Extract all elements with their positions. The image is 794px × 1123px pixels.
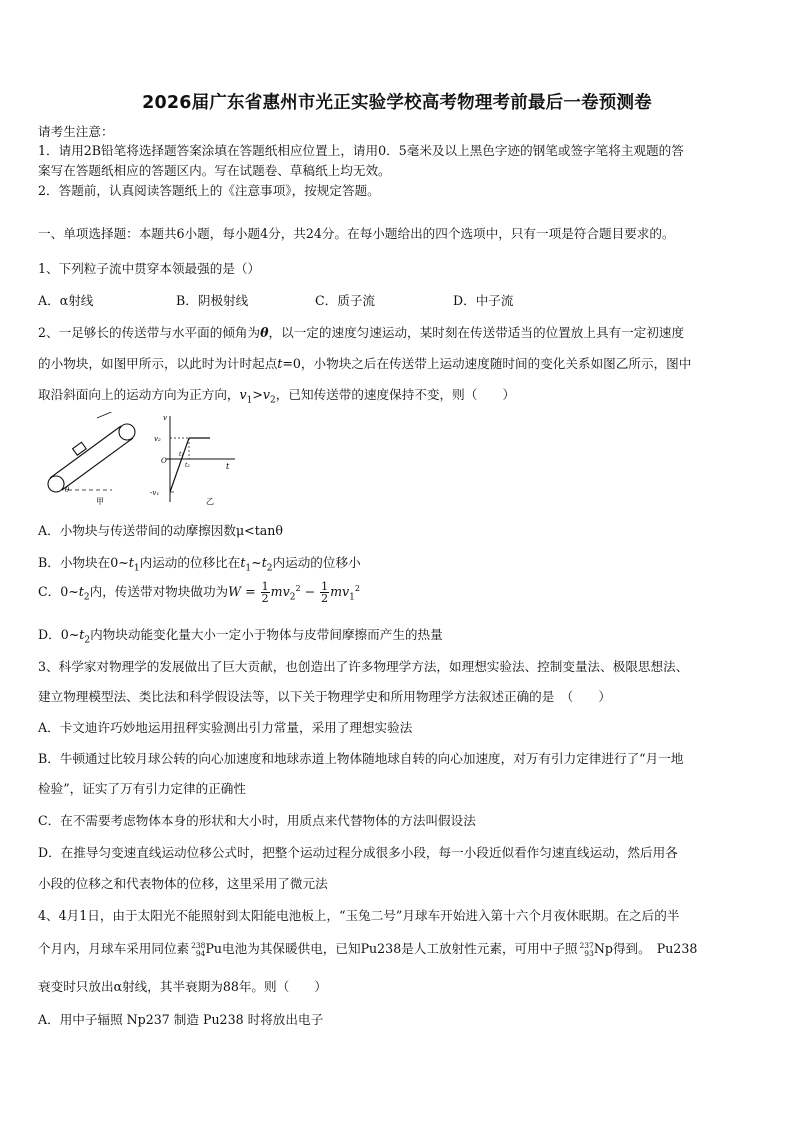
t-symbol: t: [78, 584, 84, 599]
section-heading: 一、单项选择题：本题共6小题，每小题4分，共24分。在每小题给出的四个选项中，只有一项是符合题目要求的。: [38, 226, 675, 241]
q2-text: 内，传送带对物块做功为: [89, 584, 229, 599]
q1-option-d: D．中子流: [453, 293, 514, 308]
figure-theta: θ: [65, 486, 70, 494]
belt-bottom: [62, 438, 133, 490]
t1-subscript: 1: [133, 563, 140, 574]
q2-text: 内运动的位移小: [272, 555, 361, 570]
numerator: 1: [321, 580, 329, 593]
q1-stem: 1、下列粒子流中贯穿本领最强的是（）: [38, 261, 261, 276]
pu-nuclide: [191, 942, 205, 957]
q3-option-a: A．卡文迪许巧妙地运用扭秤实验测出引力常量，采用了理想实验法: [38, 720, 413, 735]
pu238-label: Pu238: [656, 941, 698, 956]
t-symbol: t: [128, 555, 134, 570]
q3-option-d-line-2: 小段的位移之和代表物体的位移，这里采用了微元法: [38, 876, 328, 891]
mv-symbol: mv: [330, 584, 350, 599]
mass-number: 238: [191, 941, 206, 950]
q4-stem-line-1: 4、4月1日，由于太阳光不能照射到太阳能电池板上，“玉兔二号”月球车开始进入第十六个月夜休眠期。在之后的半: [38, 908, 680, 923]
q1-option-a: A．α射线: [38, 293, 94, 308]
numerator: 1: [261, 580, 269, 593]
q2-figure: [40, 412, 240, 508]
atomic-number: 94: [195, 948, 206, 958]
np-nuclide: [580, 942, 594, 957]
mv-symbol: mv: [270, 584, 290, 599]
t2-subscript: 2: [266, 563, 273, 574]
t-symbol: t: [240, 555, 246, 570]
pu238-label: Pu238: [360, 941, 402, 956]
label-jia: 甲: [96, 497, 104, 506]
denominator: 2: [261, 592, 269, 605]
t2-label: t₂: [185, 462, 190, 469]
q2-text: 取沿斜面向上的运动方向为正方向，: [38, 387, 240, 402]
minus: −: [300, 584, 320, 599]
atomic-number: 93: [584, 948, 594, 958]
notice-item-1-cont: 案写在答题纸相应的答题区内。写在试题卷、草稿纸上均无效。: [38, 163, 391, 178]
q2-option-b: [38, 552, 361, 574]
q2-text: =0，小物块之后在传送带上运动速度随时间的变化关系如图乙所示，图中: [282, 356, 692, 371]
origin-label: O: [161, 457, 167, 465]
notice-item-2: 2．答题前，认真阅读答题纸上的《注意事项》，按规定答题。: [38, 183, 380, 198]
q4-text: 是人工放射性元素，可用中子照: [401, 941, 578, 956]
q2-text: D．0~: [38, 627, 80, 642]
q2-text: 内物块动能变化量大小一定小于物体与皮带间摩擦而产生的热量: [90, 627, 443, 642]
q1-option-b: B．阴极射线: [176, 293, 249, 308]
q2-text: C．0~: [38, 584, 79, 599]
axis-t-label: t: [226, 462, 230, 471]
tilde: ~: [251, 555, 262, 570]
q2-stem-line-1: [38, 322, 684, 341]
v1-symbol: v: [239, 387, 247, 402]
upper-pulley: [119, 424, 135, 440]
q3-option-c: C．在不需要考虑物体本身的形状和大小时，用质点来代替物体的方法叫假设法: [38, 813, 476, 828]
v2-subscript: 2: [289, 592, 296, 603]
q3-option-b-line-2: 检验”，证实了万有引力定律的正确性: [38, 781, 246, 796]
q2-option-c: [38, 581, 360, 604]
v2-subscript: 2: [270, 395, 276, 406]
q2-text: ，以一定的速度匀速运动，某时刻在传送带适当的位置放上具有一定初速度: [268, 325, 685, 340]
q4-text: 个月内，月球车采用同位素: [38, 941, 190, 956]
q2-stem-line-2: [38, 353, 691, 372]
exam-title: 2026届广东省惠州市光正实验学校高考物理考前最后一卷预测卷: [142, 93, 652, 113]
q4-text: 得到。: [612, 941, 651, 956]
vt-graph: [166, 416, 235, 502]
w-symbol: W: [228, 584, 242, 599]
q2-text: 2、一足够长的传送带与水平面的倾角为: [38, 325, 261, 340]
axis-v-label: v: [163, 414, 167, 422]
t2-subscript: 2: [83, 592, 90, 603]
q3-option-b-line-1: B．牛顿通过比较月球公转的向心加速度和地球赤道上物体随地球自转的向心加速度，对万有引力定律进行了“月一地: [38, 751, 684, 766]
label-yi: 乙: [206, 497, 214, 506]
q2-stem-line-3: [38, 384, 515, 406]
v1-subscript: 1: [349, 592, 355, 603]
q2-text: 的小物块，如图甲所示，以此时为计时起点: [38, 356, 278, 371]
v1-subscript: 1: [246, 395, 253, 406]
q2-option-a: A．小物块与传送带间的动摩擦因数μ<tanθ: [38, 523, 284, 538]
t1-subscript: 1: [245, 563, 252, 574]
notice-item-1: 1．请用2B铅笔将选择题答案涂填在答题纸相应位置上，请用0．5毫米及以上黑色字迹的钢笔或签字笔将主观题的答: [38, 143, 684, 158]
q3-option-d-line-1: D．在推导匀变速直线运动位移公式时，把整个运动过程分成很多小段，每一小段近似看作匀速直线运动，然后用各: [38, 845, 678, 860]
equals: =: [241, 584, 260, 599]
mass-number: 237: [579, 941, 594, 950]
square-exponent: 2: [354, 583, 360, 593]
q2-text: 内运动的位移比在: [139, 555, 241, 570]
np-symbol: Np: [593, 941, 613, 956]
q4-option-a: A．用中子辐照 Np237 制造 Pu238 时将放出电子: [38, 1012, 324, 1027]
notice-head: 请考生注意：: [38, 124, 114, 139]
q2-text: ，已知传送带的速度保持不变，则（ ）: [275, 387, 516, 402]
greater-than: >: [252, 387, 263, 402]
t-symbol: t: [277, 356, 283, 371]
conveyor-diagram: [48, 412, 135, 492]
v2-symbol: v: [262, 387, 271, 402]
q2-option-d: [38, 624, 443, 646]
q1-option-c: C．质子流: [315, 293, 376, 308]
t-symbol: t: [79, 627, 85, 642]
pu-symbol: Pu: [205, 941, 223, 956]
denominator: 2: [321, 592, 329, 605]
velocity-arrow: [97, 412, 116, 418]
q4-text: 电池为其保暖供电，已知: [222, 941, 361, 956]
q3-stem-line-1: 3、科学家对物理学的发展做出了巨大贡献，也创造出了许多物理学方法，如理想实验法、控制变量法、极限思想法、: [38, 659, 689, 674]
fraction-half: [320, 581, 329, 604]
q2-text: B．小物块在0~: [38, 555, 129, 570]
fraction-half: [261, 581, 270, 604]
q4-stem-line-2: [38, 938, 697, 957]
v2-label: v₂: [154, 435, 161, 443]
minus-v1-label: -v₁: [150, 489, 160, 497]
t2-subscript: 2: [84, 635, 91, 646]
lower-pulley: [48, 476, 64, 492]
q3-stem-line-2: 建立物理模型法、类比法和科学假设法等，以下关于物理学史和所用物理学方法叙述正确的是 （ ）: [38, 689, 612, 704]
q4-stem-line-3: 衰变时只放出α射线，其半衰期为88年。则（ ）: [38, 979, 327, 994]
theta-symbol: θ: [260, 325, 269, 340]
square-exponent: 2: [295, 583, 301, 593]
t-symbol: t: [261, 555, 267, 570]
belt-top: [50, 426, 121, 478]
t1-label: t₁: [179, 451, 184, 458]
